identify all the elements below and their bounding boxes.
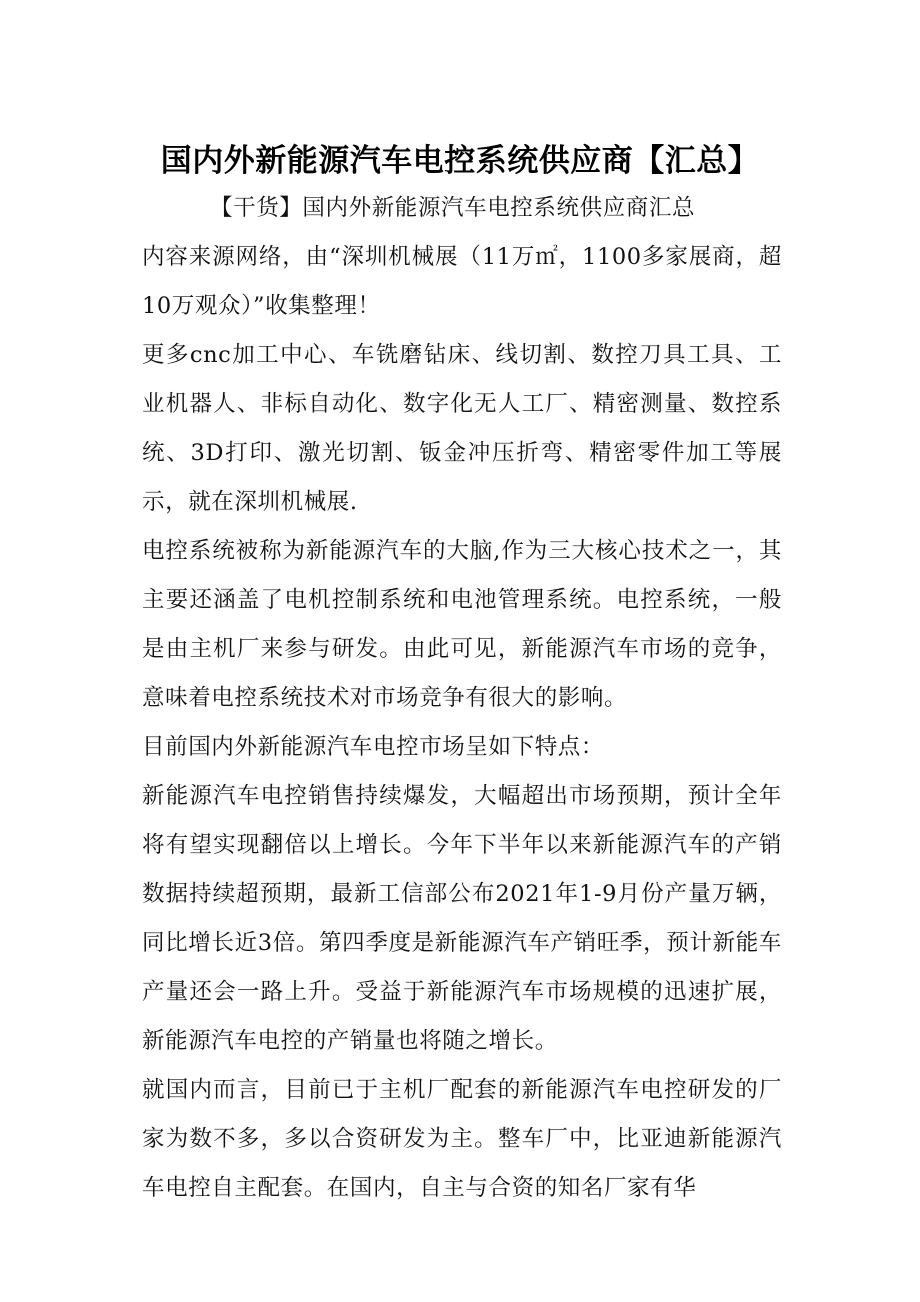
paragraph-exhibition: 更多cnc加工中心、车铣磨钻床、线切割、数控刀具工具、工业机器人、非标自动化、数字化无人工厂、精密测量、数控系统、3D打印、激光切割、钣金冲压折弯、精密零件加工等展示，就在深圳机械展. [142, 342, 782, 515]
paragraph-headline: 【干货】国内外新能源汽车电控系统供应商汇总 [210, 195, 696, 221]
paragraph-domestic: 就国内而言，目前已于主机厂配套的新能源汽车电控研发的厂家为数不多，多以合资研发为主。整车厂中，比亚迪新能源汽车电控自主配套。在国内，自主与合资的知名厂家有华 [142, 1077, 782, 1201]
paragraph-market-features: 目前国内外新能源汽车电控市场呈如下特点： [142, 734, 605, 760]
paragraph-intro: 电控系统被称为新能源汽车的大脑,作为三大核心技术之一，其主要还涵盖了电机控制系统和电池管理系统。电控系统，一般是由主机厂来参与研发。由此可见，新能源汽车市场的竞争，意味着电控系统技术对市场竞争有很大的影响。 [142, 538, 782, 711]
paragraph-sales: 新能源汽车电控销售持续爆发，大幅超出市场预期，预计全年将有望实现翻倍以上增长。今年下半年以来新能源汽车的产销数据持续超预期，最新工信部公布2021年1-9月份产量万辆，同比增长近3倍。第四季度是新能源汽车产销旺季，预计新能车产量还会一路上升。受益于新能源汽车市场规模的迅速扩展，新能源汽车电控的产销量也将随之增长。 [142, 783, 782, 1054]
document-title: 国内外新能源汽车电控系统供应商【汇总】 [160, 142, 760, 179]
document-body [142, 184, 782, 1213]
paragraph-source: 内容来源网络，由“深圳机械展（11万㎡，1100多家展商，超10万观众）”收集整理！ [142, 244, 782, 319]
